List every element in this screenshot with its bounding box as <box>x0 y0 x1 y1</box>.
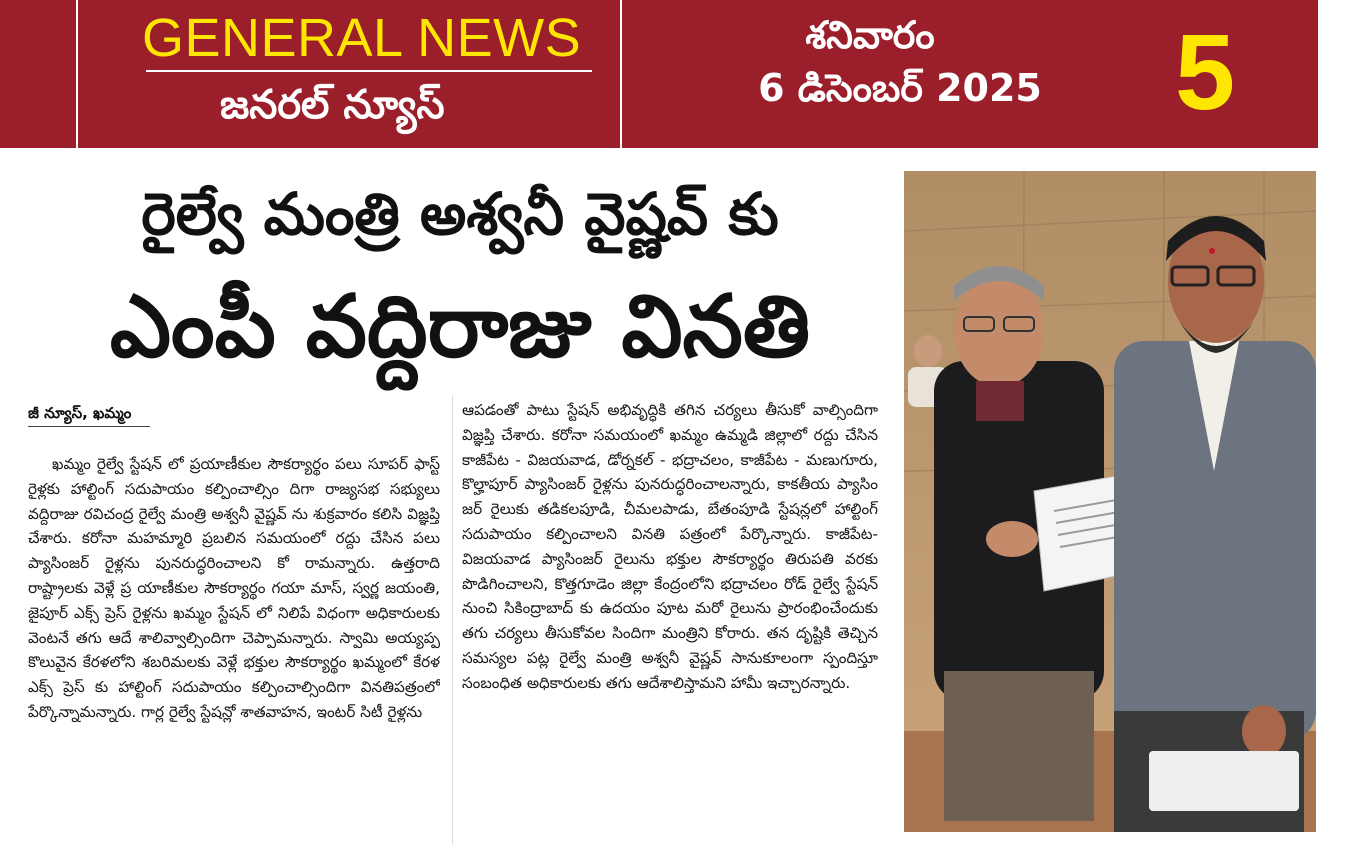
brand-rule <box>146 70 592 72</box>
photo-illustration <box>904 171 1316 832</box>
issue-day: శనివారం <box>805 13 935 57</box>
masthead <box>0 0 1318 148</box>
column-separator <box>452 395 453 845</box>
article-column-1: ఖమ్మం రైల్వే స్టేషన్ లో ప్రయాణీకుల సౌకర్యార్థం పలు సూపర్ ఫాస్ట్ రైళ్లకు హాల్టింగ్ సదుపాయం కల్పించాల్సిం దిగా రాజ్యసభ సభ్యులు వద్దిరాజు రవిచంద్ర రైల్వే మంత్రి అశ్వనీ వైష్ణవ్ ను శుక్రవారం కలిసి విజ్ఞప్తి చేశారు. కరోనా మహమ్మారి ప్రబలిన సమయంలో రద్దు చేసిన పలు ప్యాసింజర్ రైళ్లను పునరుద్ధరించాలని కో రామన్నారు. ఉత్తరాది రాష్ట్రాలకు వెళ్లే ప్ర యాణీకుల సౌకర్యార్థం గయా మాస్, స్వర్ణ జయంతి, జైపూర్ ఎక్స్ ప్రెస్ రైళ్లను ఖమ్మం స్టేషన్ లో నిలిపే విధంగా అధికారులకు వెంటనే తగు ఆదే శాలివ్వాల్సిందిగా చెప్పామన్నారు. స్వామి అయ్యప్ప కొలువైన కేరళలోని శబరిమలకు వెళ్లే భక్తుల సౌకర్యార్థం ఖమ్మంలో కేరళ ఎక్స్ ప్రెస్ కు హాల్టింగ్ సదుపాయం కల్పించాల్సిందిగా వినతిపత్రంలో పేర్కొన్నామన్నారు. గార్ల రైల్వే స్టేషన్లో శాతవాహన, ఇంటర్ సిటీ రైళ్లను <box>28 455 440 721</box>
headline-line-2: ఎంపీ వద్దిరాజు వినతి <box>109 277 811 377</box>
page-number: 5 <box>1174 11 1236 132</box>
masthead-divider <box>620 0 622 148</box>
article-column-2: ఆపడంతో పాటు స్టేషన్ అభివృద్ధికి తగిన చర్యలు తీసుకో వాల్సిందిగా విజ్ఞప్తి చేశారు. కరోనా సమయంలో ఖమ్మం ఉమ్మడి జిల్లాలో రద్దు చేసిన కాజీపేట - విజయవాడ, డోర్నకల్ - భద్రాచలం, కాజీపేట - మణుగూరు, కొల్హాపూర్ ప్యాసింజర్ రైళ్లను పునరుద్ధరించాలన్నారు, కాకతీయ ప్యాసిం జర్ రైలుకు తడికలపూడి, చీమలపాడు, బేతంపూడి స్టేషన్లలో హాల్టింగ్ సదుపాయం కల్పించాలని వినతి పత్రంలో పేర్కొన్నారు. కాజీపేట-విజయవాడ ప్యాసింజర్ రైలును భక్తుల సౌకర్యార్థం తిరుపతి వరకు పొడిగించాలని, కొత్తగూడెం జిల్లా కేంద్రంలోని భద్రాచలం రోడ్ రైల్వే స్టేషన్ నుంచి సికింద్రాబాద్ కు ఉదయం పూట మరో రైలును ప్రారంభించేందుకు తగు చర్యలు తీసుకోవల సిందిగా మంత్రిని కోరారు. తన దృష్టికి తెచ్చిన సమస్యల పట్ల రైల్వే మంత్రి అశ్వనీ వైష్ణవ్ సానుకూలంగా స్పందిస్తూ సంబంధిత అధికారులకు తగు ఆదేశాలిస్తామని హామీ ఇచ్చారన్నారు. <box>462 401 878 692</box>
news-photo <box>904 171 1316 832</box>
byline: జీ న్యూస్, ఖమ్మం <box>28 400 150 427</box>
brand-name-telugu: జనరల్ న్యూస్ <box>220 82 445 128</box>
headline-line-1: రైల్వే మంత్రి అశ్వనీ వైష్ణవ్ కు <box>141 180 779 248</box>
article-headline <box>30 166 890 392</box>
masthead-divider <box>76 0 78 148</box>
issue-date: 6 డిసెంబర్ 2025 <box>758 66 1042 110</box>
brand-name-english: GENERAL NEWS <box>142 8 582 68</box>
